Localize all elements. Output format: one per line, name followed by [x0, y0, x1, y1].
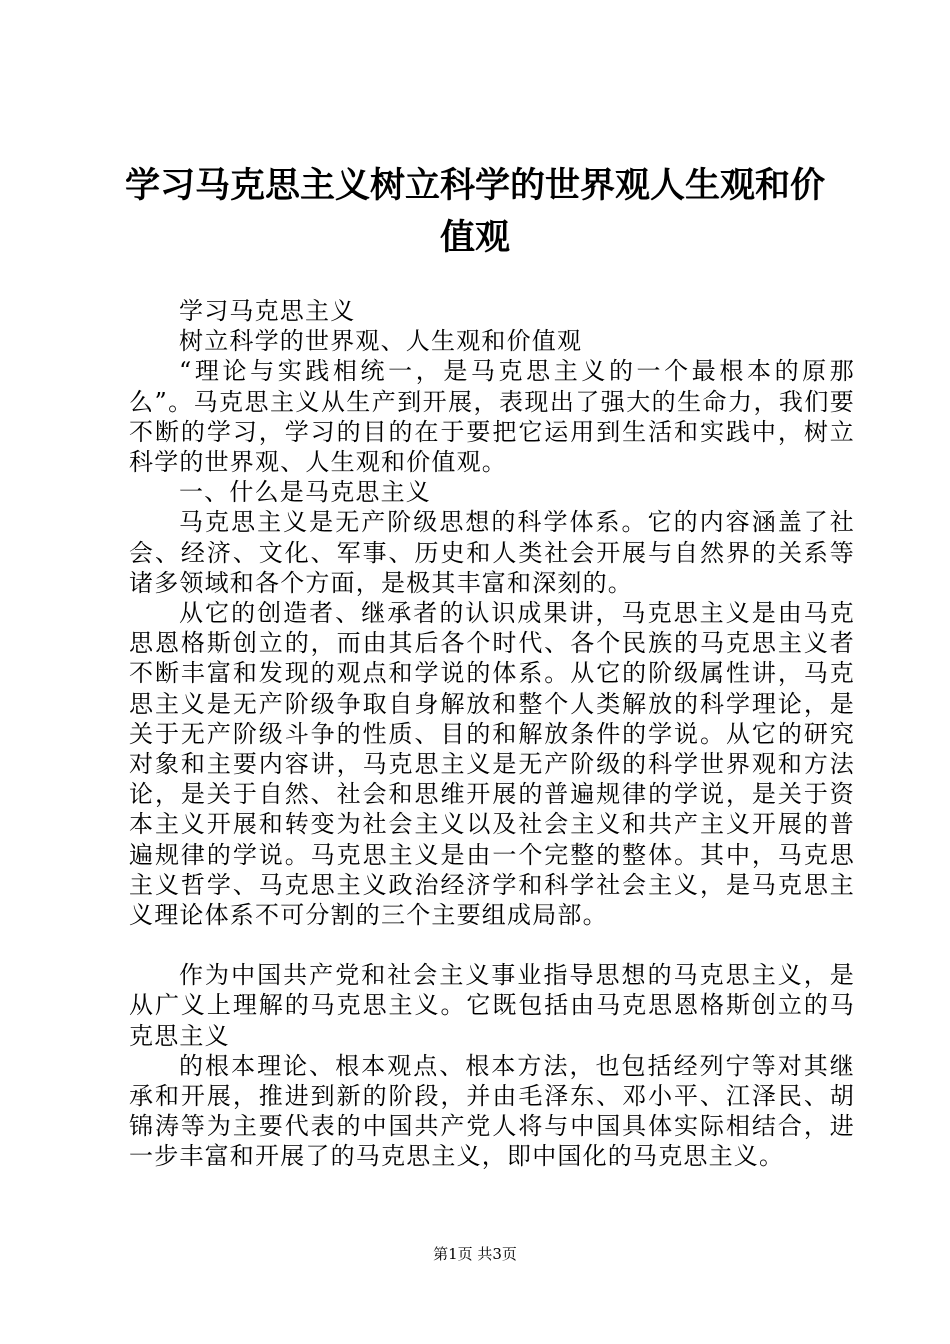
paragraph-broad-sense: 作为中国共产党和社会主义事业指导思想的马克思主义，是从广义上理解的马克思主义。它既包括由马克思恩格斯创立的马克思主义: [129, 961, 855, 1050]
page-number-footer: 第1页 共3页: [433, 1245, 517, 1263]
paragraph-intro: “理论与实践相统一，是马克思主义的一个最根本的原那么”。马克思主义从生产到开展，表现出了强大的生命力，我们要不断的学习，学习的目的在于要把它运用到生活和实践中，树立科学的世界观、人生观和价值观。: [129, 357, 855, 477]
paragraph-perspectives: 从它的创造者、继承者的认识成果讲，马克思主义是由马克思恩格斯创立的，而由其后各个时代、各个民族的马克思主义者不断丰富和发现的观点和学说的体系。从它的阶级属性讲，马克思主义是无产阶级争取自身解放和整个人类解放的科学理论，是关于无产阶级斗争的性质、目的和解放条件的学说。从它的研究对象和主要内容讲，马克思主义是无产阶级的科学世界观和方法论，是关于自然、社会和思维开展的普遍规律的学说，是关于资本主义开展和转变为社会主义以及社会主义和共产主义开展的普遍规律的学说。马克思主义是由一个完整的整体。其中，马克思主义哲学、马克思主义政治经济学和科学社会主义，是马克思主义理论体系不可分割的三个主要组成局部。: [129, 599, 855, 930]
paragraph-sinicized: 的根本理论、根本观点、根本方法，也包括经列宁等对其继承和开展，推进到新的阶段，并由毛泽东、邓小平、江泽民、胡锦涛等为主要代表的中国共产党人将与中国具体实际相结合，进一步丰富和开展了的马克思主义，即中国化的马克思主义。: [129, 1051, 855, 1171]
paragraph-definition: 马克思主义是无产阶级思想的科学体系。它的内容涵盖了社会、经济、文化、军事、历史和人类社会开展与自然界的关系等诸多领域和各个方面，是极其丰富和深刻的。: [129, 508, 855, 597]
paragraph-heading-study: 学习马克思主义: [179, 297, 356, 325]
paragraph-heading-worldview: 树立科学的世界观、人生观和价值观: [179, 327, 583, 356]
title-line-2: 值观: [439, 218, 510, 258]
document-title: [110, 160, 840, 264]
document-body: [129, 296, 855, 1172]
section-heading-what-is-marxism: 一、什么是马克思主义: [179, 478, 431, 507]
title-line-1: 学习马克思主义树立科学的世界观人生观和价: [124, 166, 825, 206]
